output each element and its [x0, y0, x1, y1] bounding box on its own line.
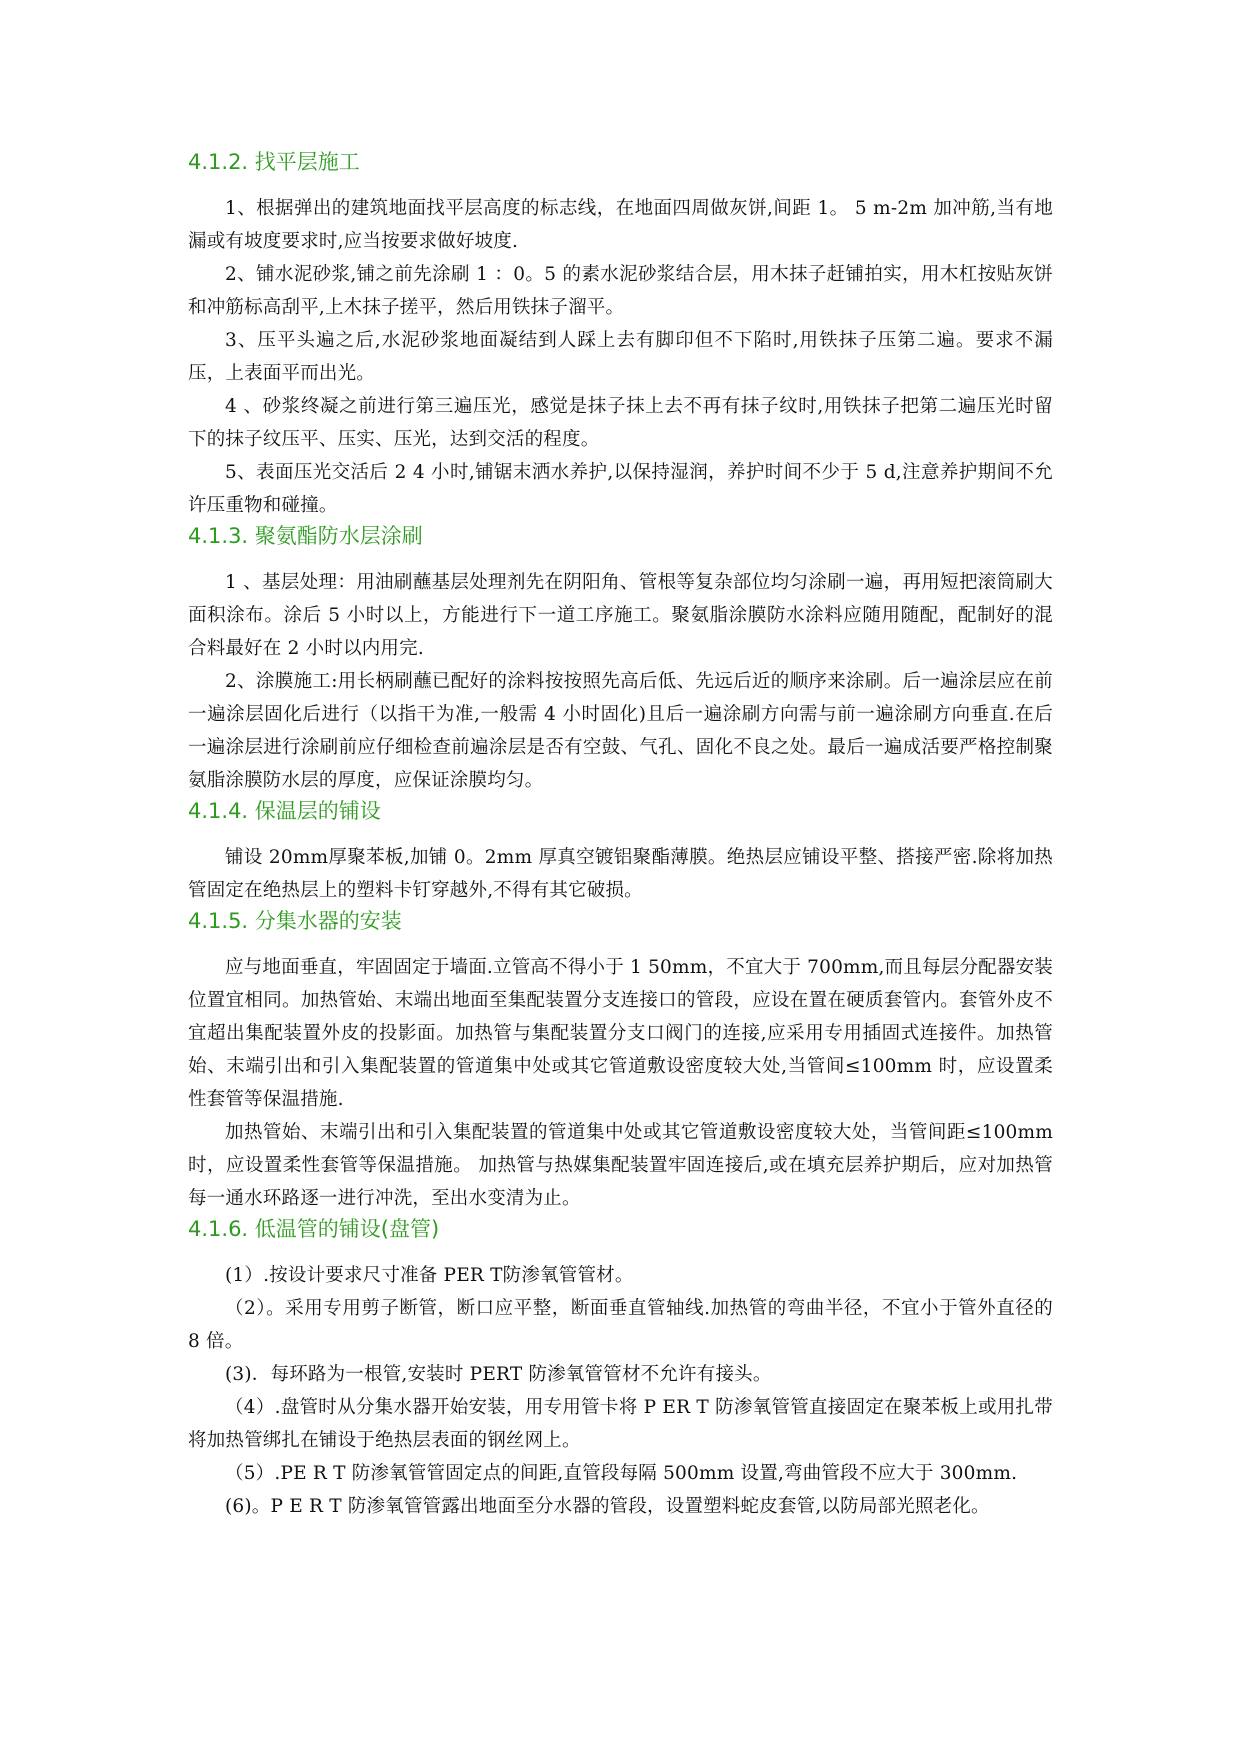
- paragraph: 2、涂膜施工:用长柄刷蘸已配好的涂料按按照先高后低、先远后近的顺序来涂刷。后一遍涂层应在前一遍涂层固化后进行（以指干为准,一般需 4 小时固化)且后一遍涂刷方向需与前一遍涂刷方向垂直.在后一遍涂层进行涂刷前应仔细检查前遍涂层是否有空鼓、气孔、固化不良之处。最后一遍成活要严格控制聚氨脂涂膜防水层的厚度，应保证涂膜均匀。: [188, 671, 1053, 791]
- list-item: （2）。采用专用剪子断管，断口应平整，断面垂直管轴线.加热管的弯曲半径，不宜小于管外直径的 8 倍。: [188, 1298, 1053, 1352]
- paragraph: 铺设 20mm厚聚苯板,加铺 0。2mm 厚真空镀铝聚酯薄膜。绝热层应铺设平整、搭接严密.除将加热管固定在绝热层上的塑料卡钉穿越外,不得有其它破损。: [188, 847, 1053, 901]
- list-item: (6)。P E R T 防渗氧管管露出地面至分水器的管段，设置塑料蛇皮套管,以防局部光照老化。: [225, 1496, 990, 1517]
- document-body: [188, 148, 1053, 1523]
- section-4-1-4: [188, 797, 1053, 907]
- paragraph: 5、表面压光交活后 2 4 小时,铺锯末洒水养护,以保持湿润，养护时间不少于 5 d,注意养护期间不允许压重物和碰撞。: [188, 462, 1053, 516]
- list-item: （5）.PE R T 防渗氧管管固定点的间距,直管段每隔 500mm 设置,弯曲管段不应大于 300mm.: [225, 1463, 1018, 1484]
- section-4-1-6: [188, 1215, 1053, 1523]
- list-item: （4）.盘管时从分集水器开始安装，用专用管卡将 P ER T 防渗氧管管直接固定在聚苯板上或用扎带将加热管绑扎在铺设于绝热层表面的钢丝网上。: [188, 1397, 1053, 1451]
- paragraph: 应与地面垂直，牢固固定于墙面.立管高不得小于 1 50mm，不宜大于 700mm,而且每层分配器安装位置宜相同。加热管始、末端出地面至集配装置分支连接口的管段，应设在置在硬质套管内。套管外皮不宜超出集配装置外皮的投影面。加热管与集配装置分支口阀门的连接,应采用专用插固式连接件。加热管始、末端引出和引入集配装置的管道集中处或其它管道敷设密度较大处,当管间≤100mm 时，应设置柔性套管等保温措施.: [188, 957, 1053, 1110]
- section-heading: 4.1.3. 聚氨酯防水层涂刷: [188, 524, 423, 548]
- paragraph: 加热管始、末端引出和引入集配装置的管道集中处或其它管道敷设密度较大处，当管间距≤100mm 时，应设置柔性套管等保温措施。 加热管与热媒集配装置牢固连接后,或在填充层养护期后，应对加热管每一通水环路逐一进行冲洗，至出水变清为止。: [188, 1122, 1053, 1209]
- paragraph: 4 、砂浆终凝之前进行第三遍压光，感觉是抹子抹上去不再有抹子纹时,用铁抹子把第二遍压光时留下的抹子纹压平、压实、压光，达到交活的程度。: [188, 396, 1053, 450]
- section-heading: 4.1.5. 分集水器的安装: [188, 909, 402, 933]
- list-item: (1）.按设计要求尺寸准备 PER T防渗氧管管材。: [225, 1265, 634, 1286]
- section-heading: 4.1.6. 低温管的铺设(盘管): [188, 1217, 440, 1241]
- paragraph: 1 、基层处理：用油刷蘸基层处理剂先在阴阳角、管根等复杂部位均匀涂刷一遍，再用短把滚筒刷大面积涂布。涂后 5 小时以上，方能进行下一道工序施工。聚氨脂涂膜防水涂料应随用随配，配制好的混合料最好在 2 小时以内用完.: [188, 572, 1053, 659]
- section-4-1-3: [188, 522, 1053, 797]
- paragraph: 2、铺水泥砂浆,铺之前先涂刷 1 ：0。5 的素水泥砂浆结合层，用木抹子赶铺拍实，用木杠按贴灰饼和冲筋标高刮平,上木抹子搓平，然后用铁抹子溜平。: [188, 264, 1053, 318]
- section-4-1-5: [188, 907, 1053, 1215]
- section-heading: 4.1.2. 找平层施工: [188, 150, 360, 174]
- section-4-1-2: [188, 148, 1053, 522]
- list-item: (3)．每环路为一根管,安装时 PERT 防渗氧管管材不允许有接头。: [225, 1364, 772, 1385]
- paragraph: 3、压平头遍之后,水泥砂浆地面凝结到人踩上去有脚印但不下陷时,用铁抹子压第二遍。要求不漏压，上表面平而出光。: [188, 330, 1053, 384]
- paragraph: 1、根据弹出的建筑地面找平层高度的标志线，在地面四周做灰饼,间距 1。 5 m-2m 加冲筋,当有地漏或有坡度要求时,应当按要求做好坡度.: [188, 198, 1053, 252]
- section-heading: 4.1.4. 保温层的铺设: [188, 799, 381, 823]
